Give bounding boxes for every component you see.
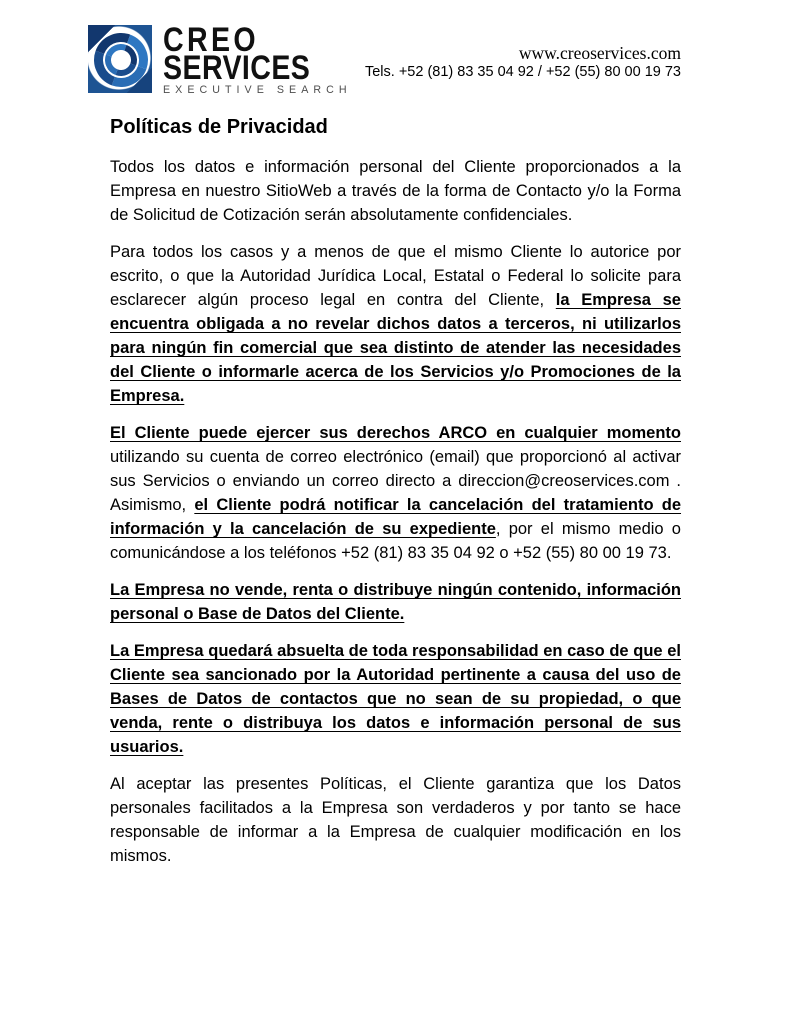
company-logo xyxy=(88,21,357,96)
logo-text-services: SERVICES xyxy=(163,49,311,87)
emphasized-text-run: la Empresa se encuentra obligada a no revelar dichos datos a terceros, ni utilizarlos para ningún fin comercial que sea distinto de atender las necesidades del Cliente o informarle acerca de los Servicios y/o Promociones de la Empresa. xyxy=(110,291,681,405)
text-run: Todos los datos e información personal del Cliente proporcionados a la Empresa en nuestro SitioWeb a través de la forma de Contacto y/o la Forma de Solicitud de Cotización serán absolutamente confidenciales. xyxy=(110,158,681,224)
paragraph xyxy=(110,772,681,868)
emphasized-text-run: La Empresa quedará absuelta de toda responsabilidad en caso de que el Cliente sea sancionado por la Autoridad pertinente a causa del uso de Bases de Datos de contactos que no sean de su propiedad, o que venda, rente o distribuya los datos e información personal de sus usuarios. xyxy=(110,642,681,756)
phone-numbers: Tels. +52 (81) 83 35 04 92 / +52 (55) 80 00 19 73 xyxy=(364,64,681,80)
emphasized-text-run: La Empresa no vende, renta o distribuye ningún contenido, información personal o Base de Datos del Cliente. xyxy=(110,581,681,623)
paragraph xyxy=(110,240,681,408)
text-run: utilizando su cuenta de correo electrónico (email) que proporcionó al activar sus Servicios o enviando un correo directo a direccion@creoservices.com . Asimismo, xyxy=(110,448,681,514)
paragraph xyxy=(110,421,681,565)
paragraph xyxy=(110,155,681,227)
text-run: Para todos los casos y a menos de que el mismo Cliente lo autorice por escrito, o que la Autoridad Jurídica Local, Estatal o Federal lo solicite para esclarecer algún proceso legal en contra del Cliente, xyxy=(110,243,681,309)
emphasized-text-run: El Cliente puede ejercer sus derechos ARCO en cualquier momento xyxy=(110,424,681,442)
paragraph xyxy=(110,639,681,759)
page-title: Políticas de Privacidad xyxy=(110,116,328,138)
text-run: , por el mismo medio o comunicándose a los teléfonos +52 (81) 83 35 04 92 o +52 (55) 80 00 19 73. xyxy=(110,520,681,562)
logo-text-creo: CREO xyxy=(163,21,259,59)
document-body xyxy=(110,115,681,881)
logo-tagline: EXECUTIVE SEARCH xyxy=(163,84,352,96)
emphasized-text-run: el Cliente podrá notificar la cancelación del tratamiento de información y la cancelación de su expediente xyxy=(110,496,682,538)
website-url: www.creoservices.com xyxy=(518,43,681,63)
logo-wordmark xyxy=(163,21,357,96)
paragraph xyxy=(110,578,681,626)
paragraphs-container xyxy=(110,155,681,868)
contact-info xyxy=(365,44,681,81)
text-run: Al aceptar las presentes Políticas, el Cliente garantiza que los Datos personales facilitados a la Empresa son verdaderos y por tanto se hace responsable de informar a la Empresa de cualquier modificación en los mismos. xyxy=(110,775,681,865)
logo-rings-icon xyxy=(88,25,152,93)
